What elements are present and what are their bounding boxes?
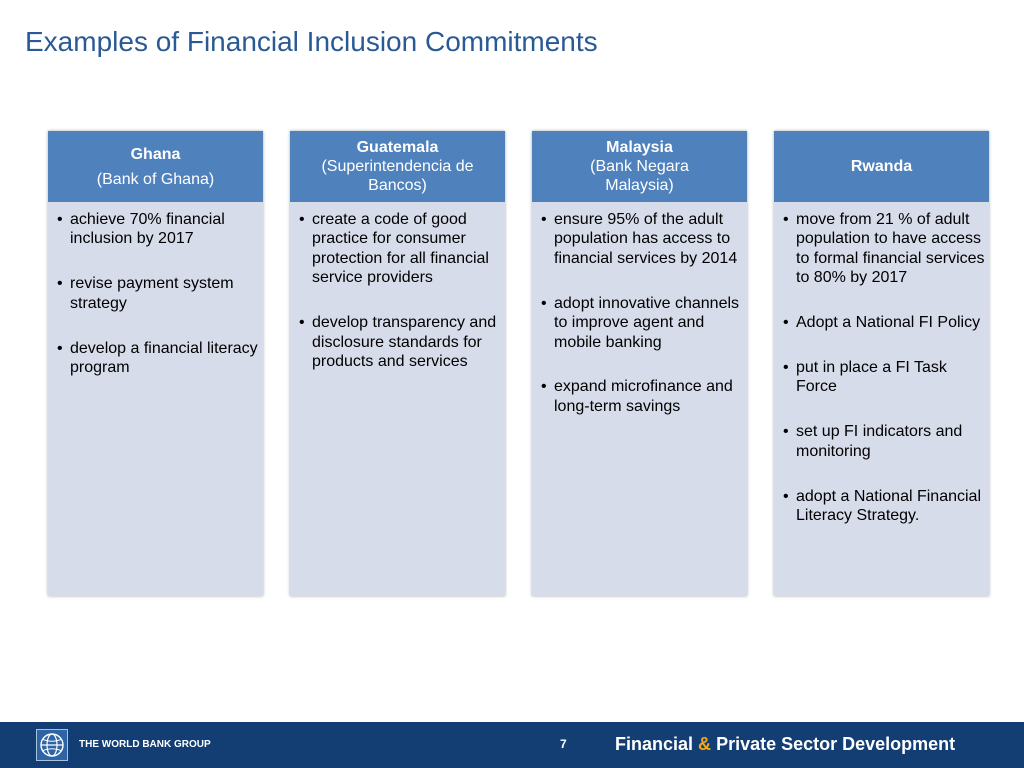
card-body <box>782 210 986 551</box>
bullet-item: • expand microfinance and long-term savings <box>540 377 744 416</box>
bullet-item: • develop transparency and disclosure standards for products and services <box>298 313 502 371</box>
card-header <box>290 131 505 202</box>
footer-tagline <box>615 734 955 755</box>
bullet-item: • adopt a National Financial Literacy Strategy. <box>782 487 986 526</box>
card-body <box>56 210 260 403</box>
card-institution: (Superintendencia de Bancos) <box>321 158 474 194</box>
card-guatemala <box>290 131 505 596</box>
brand-name: THE WORLD BANK GROUP <box>79 739 211 750</box>
card-country-name: Guatemala <box>356 139 439 156</box>
card-country-name: Rwanda <box>850 158 913 175</box>
bullet-item: • put in place a FI Task Force <box>782 358 986 397</box>
card-header <box>774 131 989 202</box>
card-malaysia <box>532 131 747 596</box>
bullet-item: • develop a financial literacy program <box>56 339 260 378</box>
bullet-item: • achieve 70% financial inclusion by 2017 <box>56 210 260 249</box>
tagline-financial: Financial <box>615 734 694 754</box>
card-institution: (Bank Negara Malaysia) <box>590 158 689 194</box>
tagline-psd: Private Sector Development <box>716 734 956 754</box>
bullet-item: • revise payment system strategy <box>56 274 260 313</box>
card-body <box>540 210 744 442</box>
bullet-item: • Adopt a National FI Policy <box>782 313 986 332</box>
card-institution: (Bank of Ghana) <box>96 170 215 188</box>
globe-icon <box>36 729 68 761</box>
card-country-name: Malaysia <box>606 139 673 156</box>
bullet-item: • set up FI indicators and monitoring <box>782 422 986 461</box>
bullet-item: • adopt innovative channels to improve agent and mobile banking <box>540 294 744 352</box>
card-body <box>298 210 502 397</box>
bullet-item: • ensure 95% of the adult population has access to financial services by 2014 <box>540 210 744 268</box>
bullet-item: • move from 21 % of adult population to have access to formal financial services to 80% by 2017 <box>782 210 986 288</box>
card-header <box>532 131 747 202</box>
page-number: 7 <box>560 737 567 751</box>
card-ghana <box>48 131 263 596</box>
card-header <box>48 131 263 202</box>
card-country-name: Ghana <box>130 145 181 163</box>
card-rwanda <box>774 131 989 596</box>
slide-title: Examples of Financial Inclusion Commitments <box>25 26 598 57</box>
tagline-ampersand: & <box>698 734 712 754</box>
footer-bar <box>0 722 1024 768</box>
bullet-item: • create a code of good practice for consumer protection for all financial service providers <box>298 210 502 288</box>
